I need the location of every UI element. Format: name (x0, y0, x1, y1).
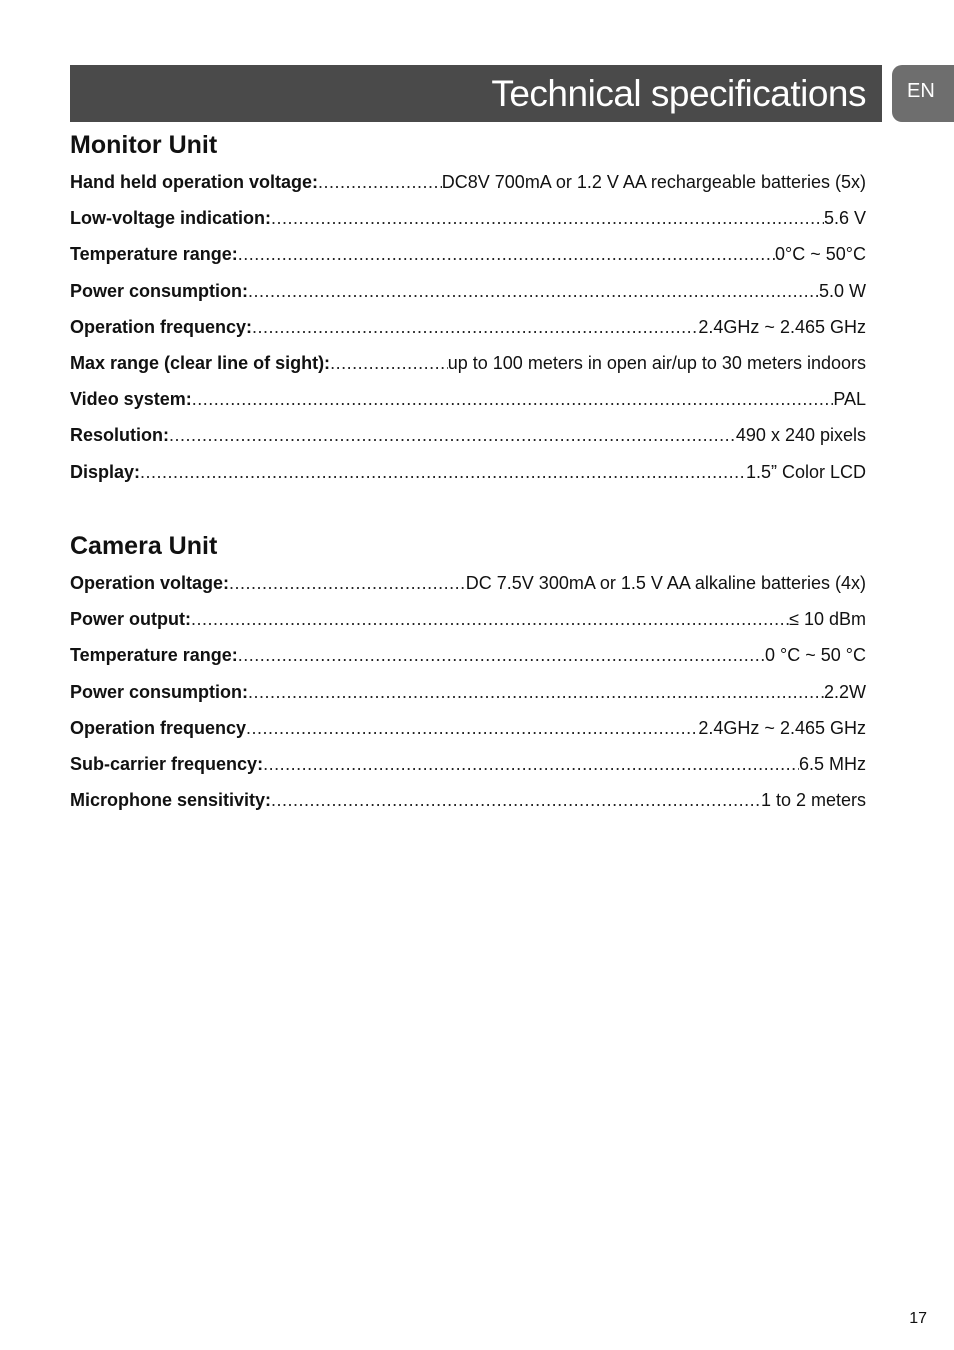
spec-label: Hand held operation voltage: (70, 172, 319, 192)
spec-row (70, 208, 866, 244)
dot-leader (271, 208, 824, 229)
page-number: 17 (909, 1310, 927, 1327)
spec-row (70, 389, 866, 425)
spec-label: Max range (clear line of sight): (70, 352, 331, 373)
spec-label: Sub-carrier frequency: (70, 753, 264, 774)
title-bar (70, 65, 882, 122)
spec-value: PAL (833, 389, 866, 410)
spec-label: Video system: (70, 389, 192, 410)
spec-label: Low-voltage indication: (70, 208, 271, 229)
spec-row (70, 645, 866, 681)
dot-leader (140, 462, 746, 483)
spec-row (70, 609, 866, 645)
dot-leader (330, 353, 448, 374)
spec-label: Temperature range: (70, 645, 238, 666)
spec-value: 2.2W (823, 681, 866, 702)
spec-row (70, 353, 866, 389)
language-tab: EN (892, 65, 954, 122)
spec-label: Resolution: (70, 425, 169, 446)
spec-value: 6.5 MHz (798, 753, 866, 774)
dot-leader (318, 172, 442, 193)
spec-row (70, 790, 866, 826)
spec-row (70, 718, 866, 754)
spec-label: Operation frequency: (70, 316, 253, 337)
dot-leader (191, 609, 789, 630)
dot-leader (263, 754, 799, 775)
dot-leader (271, 790, 761, 811)
spec-label: Power consumption: (70, 681, 249, 702)
spec-row (70, 317, 866, 353)
spec-value: up to 100 meters in open air/up to 30 meters indoors (447, 352, 866, 373)
spec-value: DC 7.5V 300mA or 1.5 V AA alkaline batteries (4x) (465, 573, 866, 593)
spec-row (70, 754, 866, 790)
spec-label: Temperature range: (70, 244, 238, 265)
spec-value: 1.5” Color LCD (745, 461, 866, 482)
dot-leader (169, 425, 736, 446)
spec-row (70, 281, 866, 317)
dot-leader (246, 718, 698, 739)
spec-value: 490 x 240 pixels (735, 425, 866, 446)
spec-value: 2.4GHz ~ 2.465 GHz (698, 316, 866, 337)
dot-leader (248, 281, 819, 302)
spec-row (70, 573, 866, 609)
dot-leader (229, 573, 466, 594)
camera-unit-heading: Camera Unit (70, 532, 218, 560)
dot-leader (248, 682, 824, 703)
spec-label: Operation frequency (70, 717, 247, 738)
spec-label: Power consumption: (70, 280, 249, 301)
camera-unit-section (70, 531, 866, 826)
spec-label: Power output: (70, 609, 191, 630)
monitor-unit-section (70, 130, 866, 498)
dot-leader (238, 645, 765, 666)
spec-value: 0 °C ~ 50 °C (765, 645, 866, 666)
page-title: Technical specifications (491, 72, 866, 114)
spec-label: Operation voltage: (70, 573, 230, 593)
spec-label: Display: (70, 461, 141, 482)
spec-value: 2.4GHz ~ 2.465 GHz (698, 717, 866, 738)
dot-leader (238, 244, 775, 265)
spec-row (70, 462, 866, 498)
spec-value: 1 to 2 meters (760, 790, 866, 811)
dot-leader (192, 389, 834, 410)
spec-row (70, 425, 866, 461)
spec-value: DC8V 700mA or 1.2 V AA rechargeable batteries (5x) (441, 172, 866, 192)
spec-row (70, 682, 866, 718)
spec-value: ≤ 10 dBm (789, 609, 866, 630)
spec-value: 5.0 W (818, 280, 866, 301)
dot-leader (252, 317, 698, 338)
monitor-unit-spec-list (70, 172, 866, 498)
spec-row (70, 172, 866, 208)
camera-unit-spec-list (70, 573, 866, 826)
spec-label: Microphone sensitivity: (70, 790, 272, 811)
spec-value: 5.6 V (823, 208, 866, 229)
spec-row (70, 244, 866, 280)
monitor-unit-heading: Monitor Unit (70, 131, 218, 159)
spec-value: 0°C ~ 50°C (775, 244, 866, 265)
